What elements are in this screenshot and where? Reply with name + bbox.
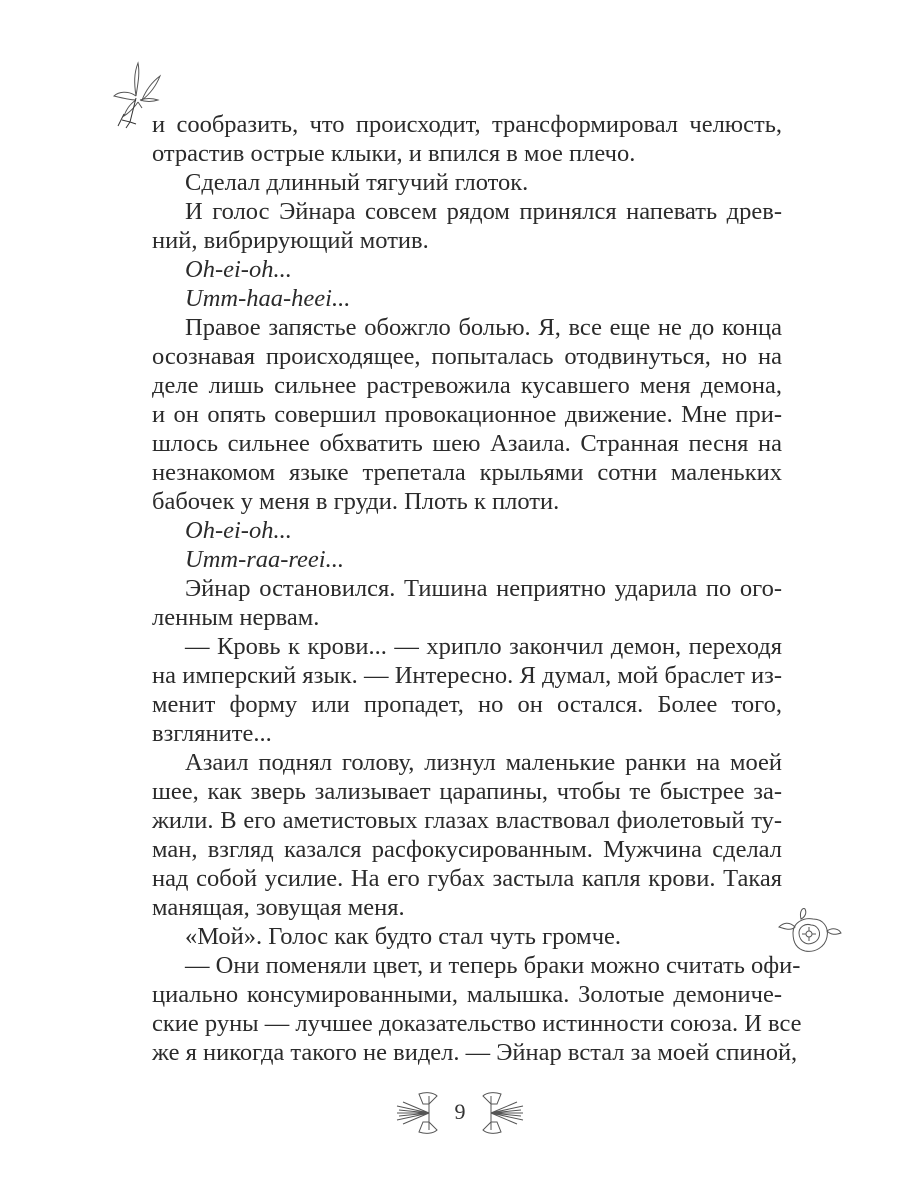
text-line: же я никогда такого не видел. — Эйнар встал за моей спиной, <box>152 1039 798 1066</box>
text-line: деле лишь сильнее растревожила кусавшего меня демона, <box>152 372 782 399</box>
page-number: 9 <box>454 1099 466 1124</box>
text-line: шее, как зверь зализывает царапины, чтобы те быстрее за- <box>152 778 782 805</box>
text-line: ские руны — лучшее доказательство истинности союза. И все <box>152 1010 802 1037</box>
text-line: Эйнар остановился. Тишина неприятно ударила по ого- <box>185 575 782 602</box>
text-line: циально консумированными, малышка. Золотые демониче- <box>152 981 782 1008</box>
text-line: шлось сильнее обхватить шею Азаила. Странная песня на <box>152 430 782 457</box>
text-line: на имперский язык. — Интересно. Я думал, мой браслет из- <box>152 662 782 689</box>
text-line: бабочек у меня в груди. Плоть к плоти. <box>152 488 560 515</box>
text-line: ленным нервам. <box>152 604 320 631</box>
song-lyric-line: Umm-haa-heei... <box>185 285 351 312</box>
text-line: Сделал длинный тягучий глоток. <box>185 169 529 196</box>
text-line: менит форму или пропадет, но он остался. Более того, <box>152 691 782 718</box>
text-line: осознавая происходящее, попыталась отодвинуться, но на <box>152 343 782 370</box>
text-line: ний, вибрирующий мотив. <box>152 227 429 254</box>
text-line: над собой усилие. На его губах застыла капля крови. Такая <box>152 865 782 892</box>
text-line: Правое запястье обожгло болью. Я, все еще не до конца <box>185 314 782 341</box>
rose-flower-icon <box>775 905 845 960</box>
text-line: манящая, зовущая меня. <box>152 894 405 921</box>
page-folio <box>395 1090 525 1136</box>
body-text <box>152 110 802 1067</box>
song-lyric-line: Oh-ei-oh... <box>185 256 292 283</box>
text-line: взгляните... <box>152 720 272 747</box>
song-lyric-line: Oh-ei-oh... <box>185 517 292 544</box>
text-line: «Мой». Голос как будто стал чуть громче. <box>185 923 622 950</box>
text-line: и сообразить, что происходит, трансформировал челюсть, <box>152 111 782 138</box>
text-line: — Они поменяли цвет, и теперь браки можно считать офи- <box>185 952 801 979</box>
text-line: жили. В его аметистовых глазах властвовал фиолетовый ту- <box>152 807 782 834</box>
text-line: Азаил поднял голову, лизнул маленькие ранки на моей <box>185 749 782 776</box>
text-line: ман, взгляд казался расфокусированным. Мужчина сделал <box>152 836 782 863</box>
text-line: незнакомом языке трепетала крыльями сотни маленьких <box>152 459 782 486</box>
text-line: отрастив острые клыки, и впился в мое плечо. <box>152 140 636 167</box>
text-line: И голос Эйнара совсем рядом принялся напевать древ- <box>185 198 782 225</box>
text-line: — Кровь к крови... — хрипло закончил демон, переходя <box>185 633 782 660</box>
text-line: и он опять совершил провокационное движение. Мне при- <box>152 401 782 428</box>
song-lyric-line: Umm-raa-reei... <box>185 546 344 573</box>
fan-ornament-icon <box>475 1090 525 1136</box>
